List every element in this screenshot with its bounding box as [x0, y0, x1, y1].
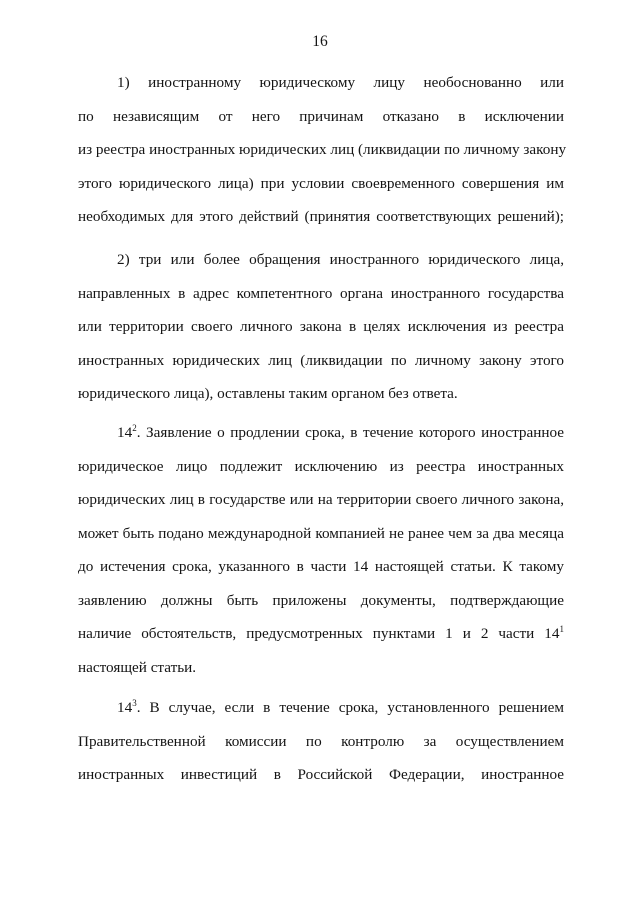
text-line: юридического лица), оставлены таким органом без ответа.: [78, 385, 458, 402]
text-line: этого юридического лица) при условии своевременного совершения им: [78, 174, 564, 192]
text-line: 1) иностранному юридическому лицу необоснованно или: [117, 74, 564, 91]
paragraph-part-14-2: [78, 422, 564, 690]
paragraph-item-2: [78, 249, 564, 417]
text-line: юридических лиц в государстве или на территории своего личного закона,: [78, 491, 564, 508]
text-line: до истечения срока, указанного в части 14 настоящей статьи. К такому: [78, 558, 564, 575]
part-number-sup: 3: [132, 698, 137, 708]
text-line: заявлению должны быть приложены документы, подтверждающие: [78, 591, 564, 609]
part-number: $14^2$: [117, 423, 137, 441]
text-line: $14^3$. В случае, если в течение срока, установленного решением: [117, 698, 564, 716]
paragraph-part-14-3: [78, 697, 564, 798]
text-line: или территории своего личного закона в целях исключения из реестра: [78, 318, 564, 335]
text-line: направленных в адрес компетентного органа иностранного государства: [78, 284, 564, 302]
text-line: настоящей статьи.: [78, 658, 197, 676]
text-line: необходимых для этого действий (принятия соответствующих решений);: [78, 208, 564, 225]
text-line: 2) три или более обращения иностранного юридического лица,: [117, 251, 564, 268]
reference-sup: 1: [559, 624, 564, 634]
text-line: $14^2$. Заявление о продлении срока, в течение которого иностранное: [117, 423, 564, 441]
text-line: может быть подано международной компанией не ранее чем за два месяца: [78, 524, 564, 542]
text-line: Правительственной комиссии по контролю за осуществлением: [78, 732, 564, 750]
part-number-sup: 2: [132, 423, 137, 433]
part-number: $14^3$: [117, 698, 137, 716]
page-number: 16: [312, 33, 328, 50]
text-line: иностранных инвестиций в Российской Федерации, иностранное: [78, 766, 564, 783]
text-line: из реестра иностранных юридических лиц (ликвидации по личному закону: [78, 141, 567, 158]
text-line: юридическое лицо подлежит исключению из реестра иностранных: [78, 457, 564, 475]
text-line: наличие обстоятельств, предусмотренных пунктами 1 и 2 части $14^1$: [78, 624, 564, 642]
text-line: иностранных юридических лиц (ликвидации по личному закону этого: [78, 351, 564, 369]
paragraph-item-1: [78, 72, 567, 240]
text-line: по независящим от него причинам отказано в исключении: [78, 107, 564, 125]
